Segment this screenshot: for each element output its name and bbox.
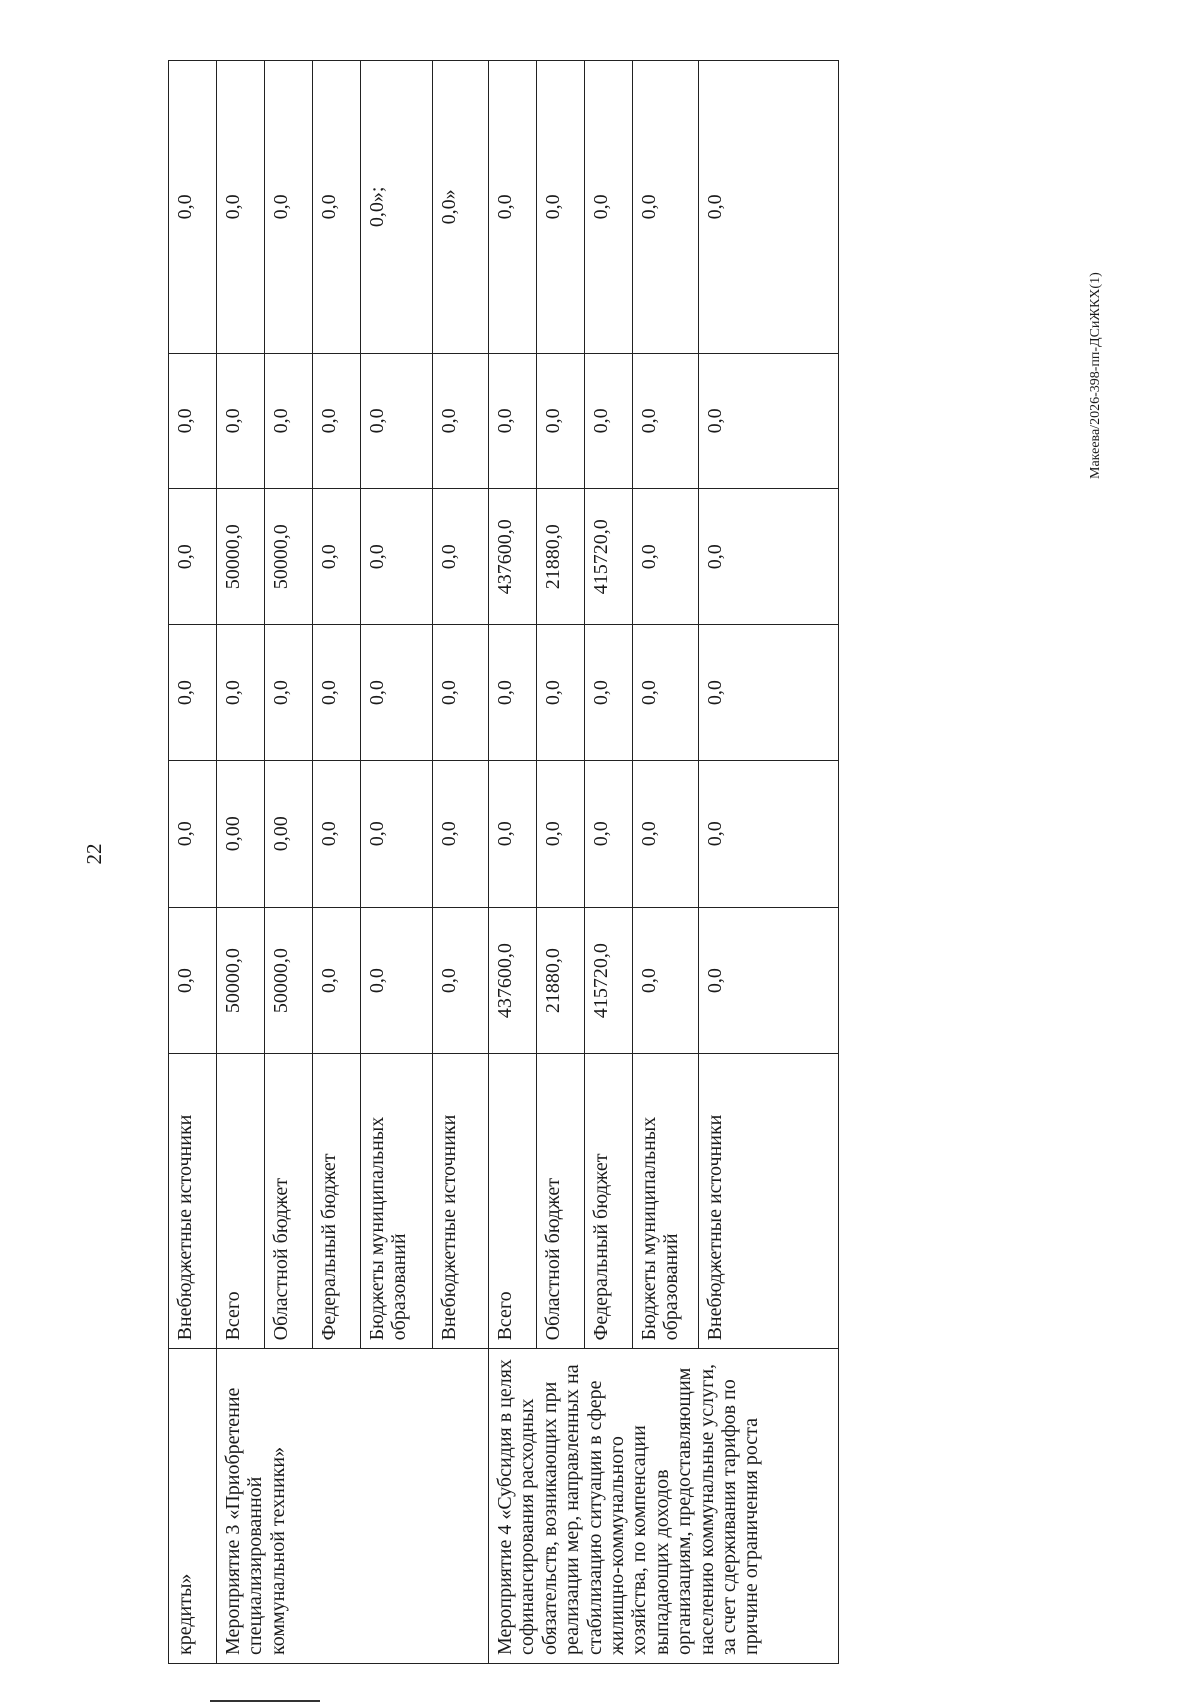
document-code: Макеева/2026-398-пп-ДСиЖКХ(1) [1088, 272, 1103, 479]
value-cell: 0,0 [633, 488, 699, 624]
value-cell: 0,0 [699, 760, 839, 907]
value-cell: 0,0 [633, 760, 699, 907]
source-cell: Федеральный бюджет [313, 1054, 361, 1349]
value-cell: 415720,0 [585, 907, 633, 1054]
event-title-cell: Мероприятие 4 «Субсидия в целях софинансирования расходных обязательств, возникающих при реализации мер, направленных на стабилизацию ситуации в сфере жилищно-коммунального хозяйства, по компенсации выпадающих доходов организациям, предоставляющим населению коммунальные услуги, за счет сдерживания тарифов по причине ограничения роста [489, 1349, 839, 1664]
value-cell: 0,0 [633, 353, 699, 488]
value-cell: 0,0 [361, 625, 433, 760]
source-cell: Областной бюджет [537, 1054, 585, 1349]
source-cell: Всего [217, 1054, 265, 1349]
value-cell: 0,0 [217, 625, 265, 760]
value-cell: 0,0 [699, 61, 839, 354]
value-cell: 0,0 [217, 353, 265, 488]
value-cell: 50000,0 [265, 907, 313, 1054]
source-cell: Бюджеты муниципальных образований [633, 1054, 699, 1349]
value-cell: 0,0 [489, 760, 537, 907]
value-cell: 0,0 [169, 353, 217, 488]
value-cell: 0,0 [265, 61, 313, 354]
value-cell: 0,0 [433, 907, 489, 1054]
value-cell: 437600,0 [489, 907, 537, 1054]
value-cell: 0,0 [169, 61, 217, 354]
value-cell: 0,0 [699, 353, 839, 488]
source-cell: Внебюджетные источники [699, 1054, 839, 1349]
value-cell: 0,0 [633, 61, 699, 354]
value-cell: 0,0 [433, 488, 489, 624]
value-cell: 0,0 [433, 760, 489, 907]
page-number: 22 [82, 843, 106, 865]
value-cell: 0,0 [313, 907, 361, 1054]
value-cell: 0,0 [169, 488, 217, 624]
source-cell: Внебюджетные источники [433, 1054, 489, 1349]
value-cell: 0,0 [169, 625, 217, 760]
value-cell: 0,0 [489, 353, 537, 488]
source-cell: Всего [489, 1054, 537, 1349]
source-cell: Областной бюджет [265, 1054, 313, 1349]
value-cell: 0,0 [585, 353, 633, 488]
value-cell: 0,0 [537, 760, 585, 907]
value-cell: 415720,0 [585, 488, 633, 624]
event-title-cell: Мероприятие 3 «Приобретение специализированной коммунальной техники» [217, 1349, 489, 1664]
value-cell: 0,0 [537, 353, 585, 488]
value-cell: 0,0 [489, 625, 537, 760]
value-cell: 0,0 [585, 625, 633, 760]
budget-table [168, 60, 839, 1664]
value-cell: 0,0 [585, 760, 633, 907]
value-cell: 0,0 [361, 488, 433, 624]
value-cell: 0,0 [361, 760, 433, 907]
source-cell: Внебюджетные источники [169, 1054, 217, 1349]
value-cell: 0,0 [313, 760, 361, 907]
value-cell: 0,0 [433, 625, 489, 760]
value-cell: 0,0 [433, 353, 489, 488]
value-cell: 50000,0 [217, 488, 265, 624]
value-cell: 0,0 [585, 61, 633, 354]
table-row [169, 61, 217, 1664]
value-cell: 0,00 [217, 760, 265, 907]
value-cell: 0,0 [699, 907, 839, 1054]
value-cell: 0,0 [361, 353, 433, 488]
value-cell: 0,0 [361, 907, 433, 1054]
table-row [217, 61, 265, 1664]
source-cell: Федеральный бюджет [585, 1054, 633, 1349]
value-cell: 21880,0 [537, 488, 585, 624]
value-cell: 0,0 [169, 760, 217, 907]
value-cell: 21880,0 [537, 907, 585, 1054]
value-cell: 0,0» [433, 61, 489, 354]
value-cell: 50000,0 [217, 907, 265, 1054]
value-cell: 0,0 [313, 625, 361, 760]
value-cell: 0,0 [489, 61, 537, 354]
value-cell: 437600,0 [489, 488, 537, 624]
value-cell: 0,0 [633, 625, 699, 760]
value-cell: 0,0 [313, 488, 361, 624]
value-cell: 0,0 [313, 61, 361, 354]
value-cell: 0,0 [313, 353, 361, 488]
value-cell: 0,0 [699, 488, 839, 624]
value-cell: 0,0 [169, 907, 217, 1054]
value-cell: 50000,0 [265, 488, 313, 624]
value-cell: 0,0 [537, 625, 585, 760]
value-cell: 0,0 [265, 353, 313, 488]
source-cell: Бюджеты муниципальных образований [361, 1054, 433, 1349]
value-cell: 0,00 [265, 760, 313, 907]
value-cell: 0,0 [633, 907, 699, 1054]
value-cell: 0,0 [217, 61, 265, 354]
value-cell: 0,0»; [361, 61, 433, 354]
value-cell: 0,0 [699, 625, 839, 760]
value-cell: 0,0 [265, 625, 313, 760]
scan-artifact-line [210, 1700, 320, 1702]
table-row [489, 61, 537, 1664]
event-cell: кредиты» [169, 1349, 217, 1664]
value-cell: 0,0 [537, 61, 585, 354]
